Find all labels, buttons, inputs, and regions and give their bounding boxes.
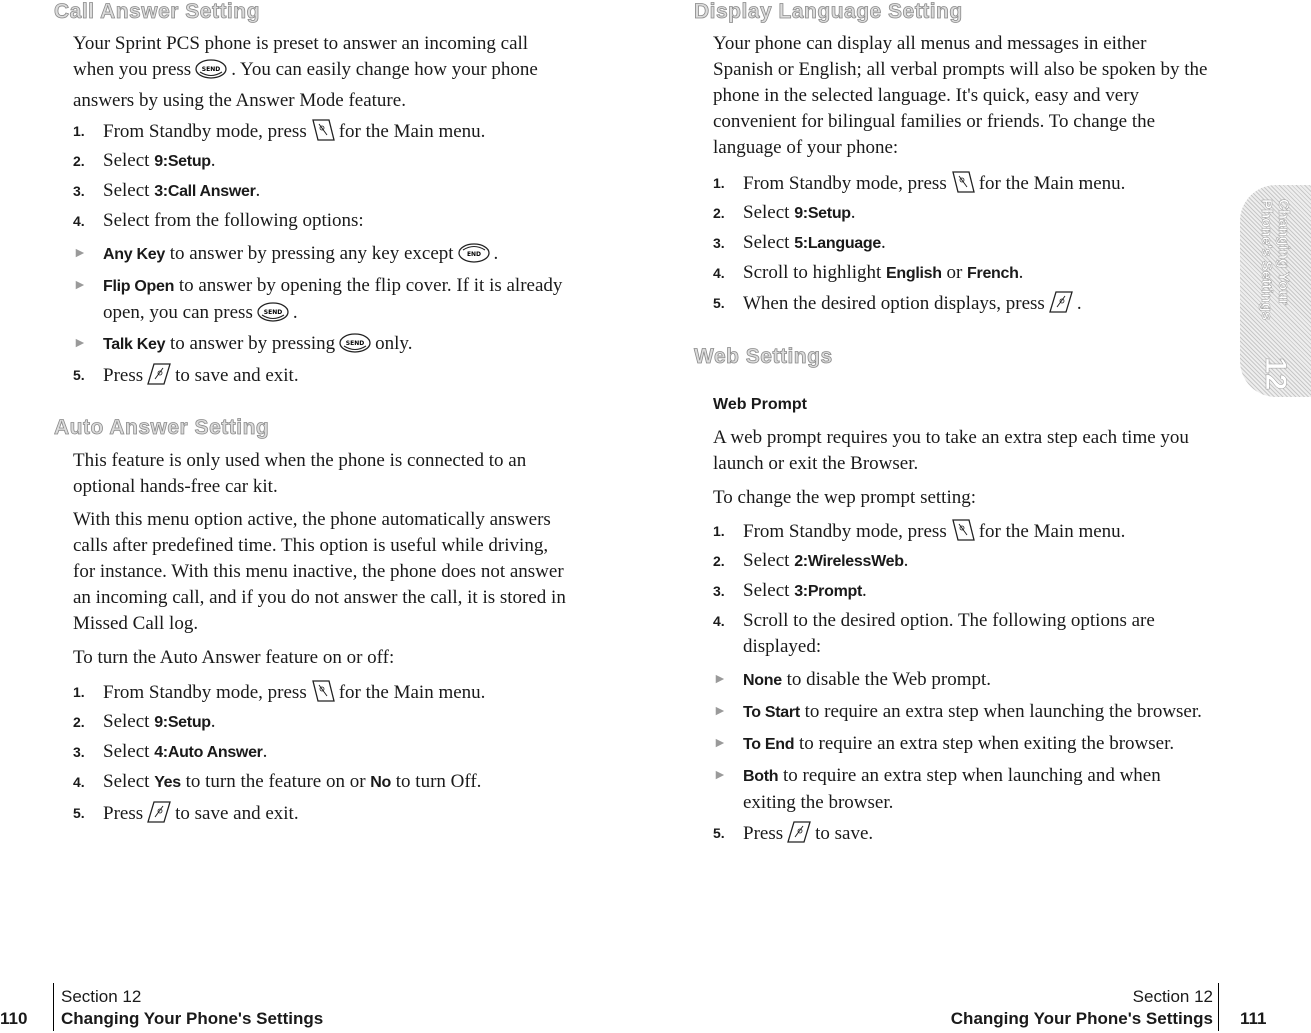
menu-key-icon xyxy=(950,518,976,550)
display-language-intro: Your phone can display all menus and messages in either Spanish or English; all verbal prompts will also be spoken by the phone in the selected language. It's quick, easy and very convenient for bilingual families or friends. To change the language of your phone: xyxy=(713,33,1208,158)
send-key-icon xyxy=(338,332,372,362)
list-item: 1. From Standby mode, press for the Main menu. xyxy=(73,118,593,150)
footer-right: Section 12 Changing Your Phone's Settings xyxy=(950,987,1213,1028)
arrow-bullet-icon: ► xyxy=(73,246,87,261)
list-item: 1. From Standby mode, press for the Main menu. xyxy=(73,679,593,711)
list-item: 4. Scroll to the desired option. The following options are displayed: xyxy=(713,610,1155,657)
list-item: 2. Select 9:Setup. xyxy=(73,711,216,732)
arrow-bullet-icon: ► xyxy=(73,278,87,293)
footer-divider-left xyxy=(53,983,54,1031)
web-prompt-para2: To change the wep prompt setting: xyxy=(713,487,977,508)
display-language-title: Display Language Setting xyxy=(694,0,963,23)
web-prompt-subhead: Web Prompt xyxy=(713,396,807,413)
svg-text:END: END xyxy=(466,251,481,258)
ok-key-icon xyxy=(1048,290,1074,322)
arrow-bullet-icon: ► xyxy=(713,768,727,783)
web-settings-title: Web Settings xyxy=(694,345,833,368)
auto-answer-title: Auto Answer Setting xyxy=(54,416,270,439)
footer-left: Section 12 Changing Your Phone's Settings xyxy=(61,987,324,1028)
auto-answer-para2: With this menu option active, the phone automatically answers calls after predefined time. This option is useful while driving, for instance. With this menu inactive, the phone does not answer an incoming call, and if you do not answer the call, it is stored in Missed Call log. xyxy=(73,509,566,634)
send-key-icon xyxy=(194,58,228,88)
ok-key-icon xyxy=(146,362,172,394)
list-item: ► Flip Open to answer by opening the flip cover. If it is already open, you can press SEND . xyxy=(73,273,593,331)
arrow-bullet-icon: ► xyxy=(713,672,727,687)
arrow-bullet-icon: ► xyxy=(713,704,727,719)
web-prompt-para1: A web prompt requires you to take an extra step each time you launch or exit the Browser. xyxy=(713,427,1189,474)
list-item: 5. When the desired option displays, press . xyxy=(713,290,1233,322)
auto-answer-para3: To turn the Auto Answer feature on or off: xyxy=(73,647,395,668)
list-item: ► To End to require an extra step when exiting the browser. xyxy=(713,731,1233,758)
section-side-tab: Changing Your Phone's Settings 12 xyxy=(1240,185,1311,397)
ok-key-icon xyxy=(146,800,172,832)
list-item: 2. Select 9:Setup. xyxy=(713,202,856,223)
svg-text:SEND: SEND xyxy=(345,340,365,347)
list-item: 2. Select 9:Setup. xyxy=(73,150,216,171)
list-item: 1. From Standby mode, press for the Main menu. xyxy=(713,518,1233,550)
auto-answer-para1: This feature is only used when the phone is connected to an optional hands-free car kit. xyxy=(73,450,527,497)
menu-key-icon xyxy=(950,170,976,202)
arrow-bullet-icon: ► xyxy=(713,736,727,751)
menu-key-icon xyxy=(310,118,336,150)
call-answer-intro: Your Sprint PCS phone is preset to answer an incoming call when you press SEND . You can easily change how your phone answers by using the Answer Mode feature. xyxy=(73,33,538,111)
list-item: 4. Scroll to highlight English or French. xyxy=(713,262,1024,283)
list-item: 1. From Standby mode, press for the Main menu. xyxy=(713,170,1233,202)
list-item: 4. Select Yes to turn the feature on or No to turn Off. xyxy=(73,771,482,792)
list-item: 2. Select 2:WirelessWeb. xyxy=(713,550,909,571)
list-item: 3. Select 3:Call Answer. xyxy=(73,180,261,201)
list-item: 5. Press to save. xyxy=(713,820,1233,852)
svg-text:SEND: SEND xyxy=(201,66,221,73)
page-number-left: 110 xyxy=(0,1009,28,1028)
list-item: 4. Select from the following options: xyxy=(73,210,364,231)
end-key-icon xyxy=(457,242,491,272)
list-item: 3. Select 4:Auto Answer. xyxy=(73,741,268,762)
svg-text:SEND: SEND xyxy=(263,309,283,316)
menu-key-icon xyxy=(310,679,336,711)
call-answer-title: Call Answer Setting xyxy=(54,0,260,23)
list-item: ► Both to require an extra step when launching and when exiting the browser. xyxy=(713,763,1233,816)
arrow-bullet-icon: ► xyxy=(73,336,87,351)
ok-key-icon xyxy=(786,820,812,852)
list-item: 5. Press to save and exit. xyxy=(73,362,593,394)
send-key-icon xyxy=(256,301,290,331)
footer-divider-right xyxy=(1218,983,1219,1031)
list-item: 3. Select 5:Language. xyxy=(713,232,886,253)
list-item: 5. Press to save and exit. xyxy=(73,800,593,832)
page-number-right: 111 xyxy=(1240,1009,1267,1028)
list-item: ► None to disable the Web prompt. xyxy=(713,667,1233,694)
list-item: ► To Start to require an extra step when launching the browser. xyxy=(713,699,1233,726)
list-item: 3. Select 3:Prompt. xyxy=(713,580,867,601)
list-item: ► Talk Key to answer by pressing SEND only. xyxy=(73,331,593,362)
list-item: ► Any Key to answer by pressing any key except END . xyxy=(73,241,593,272)
